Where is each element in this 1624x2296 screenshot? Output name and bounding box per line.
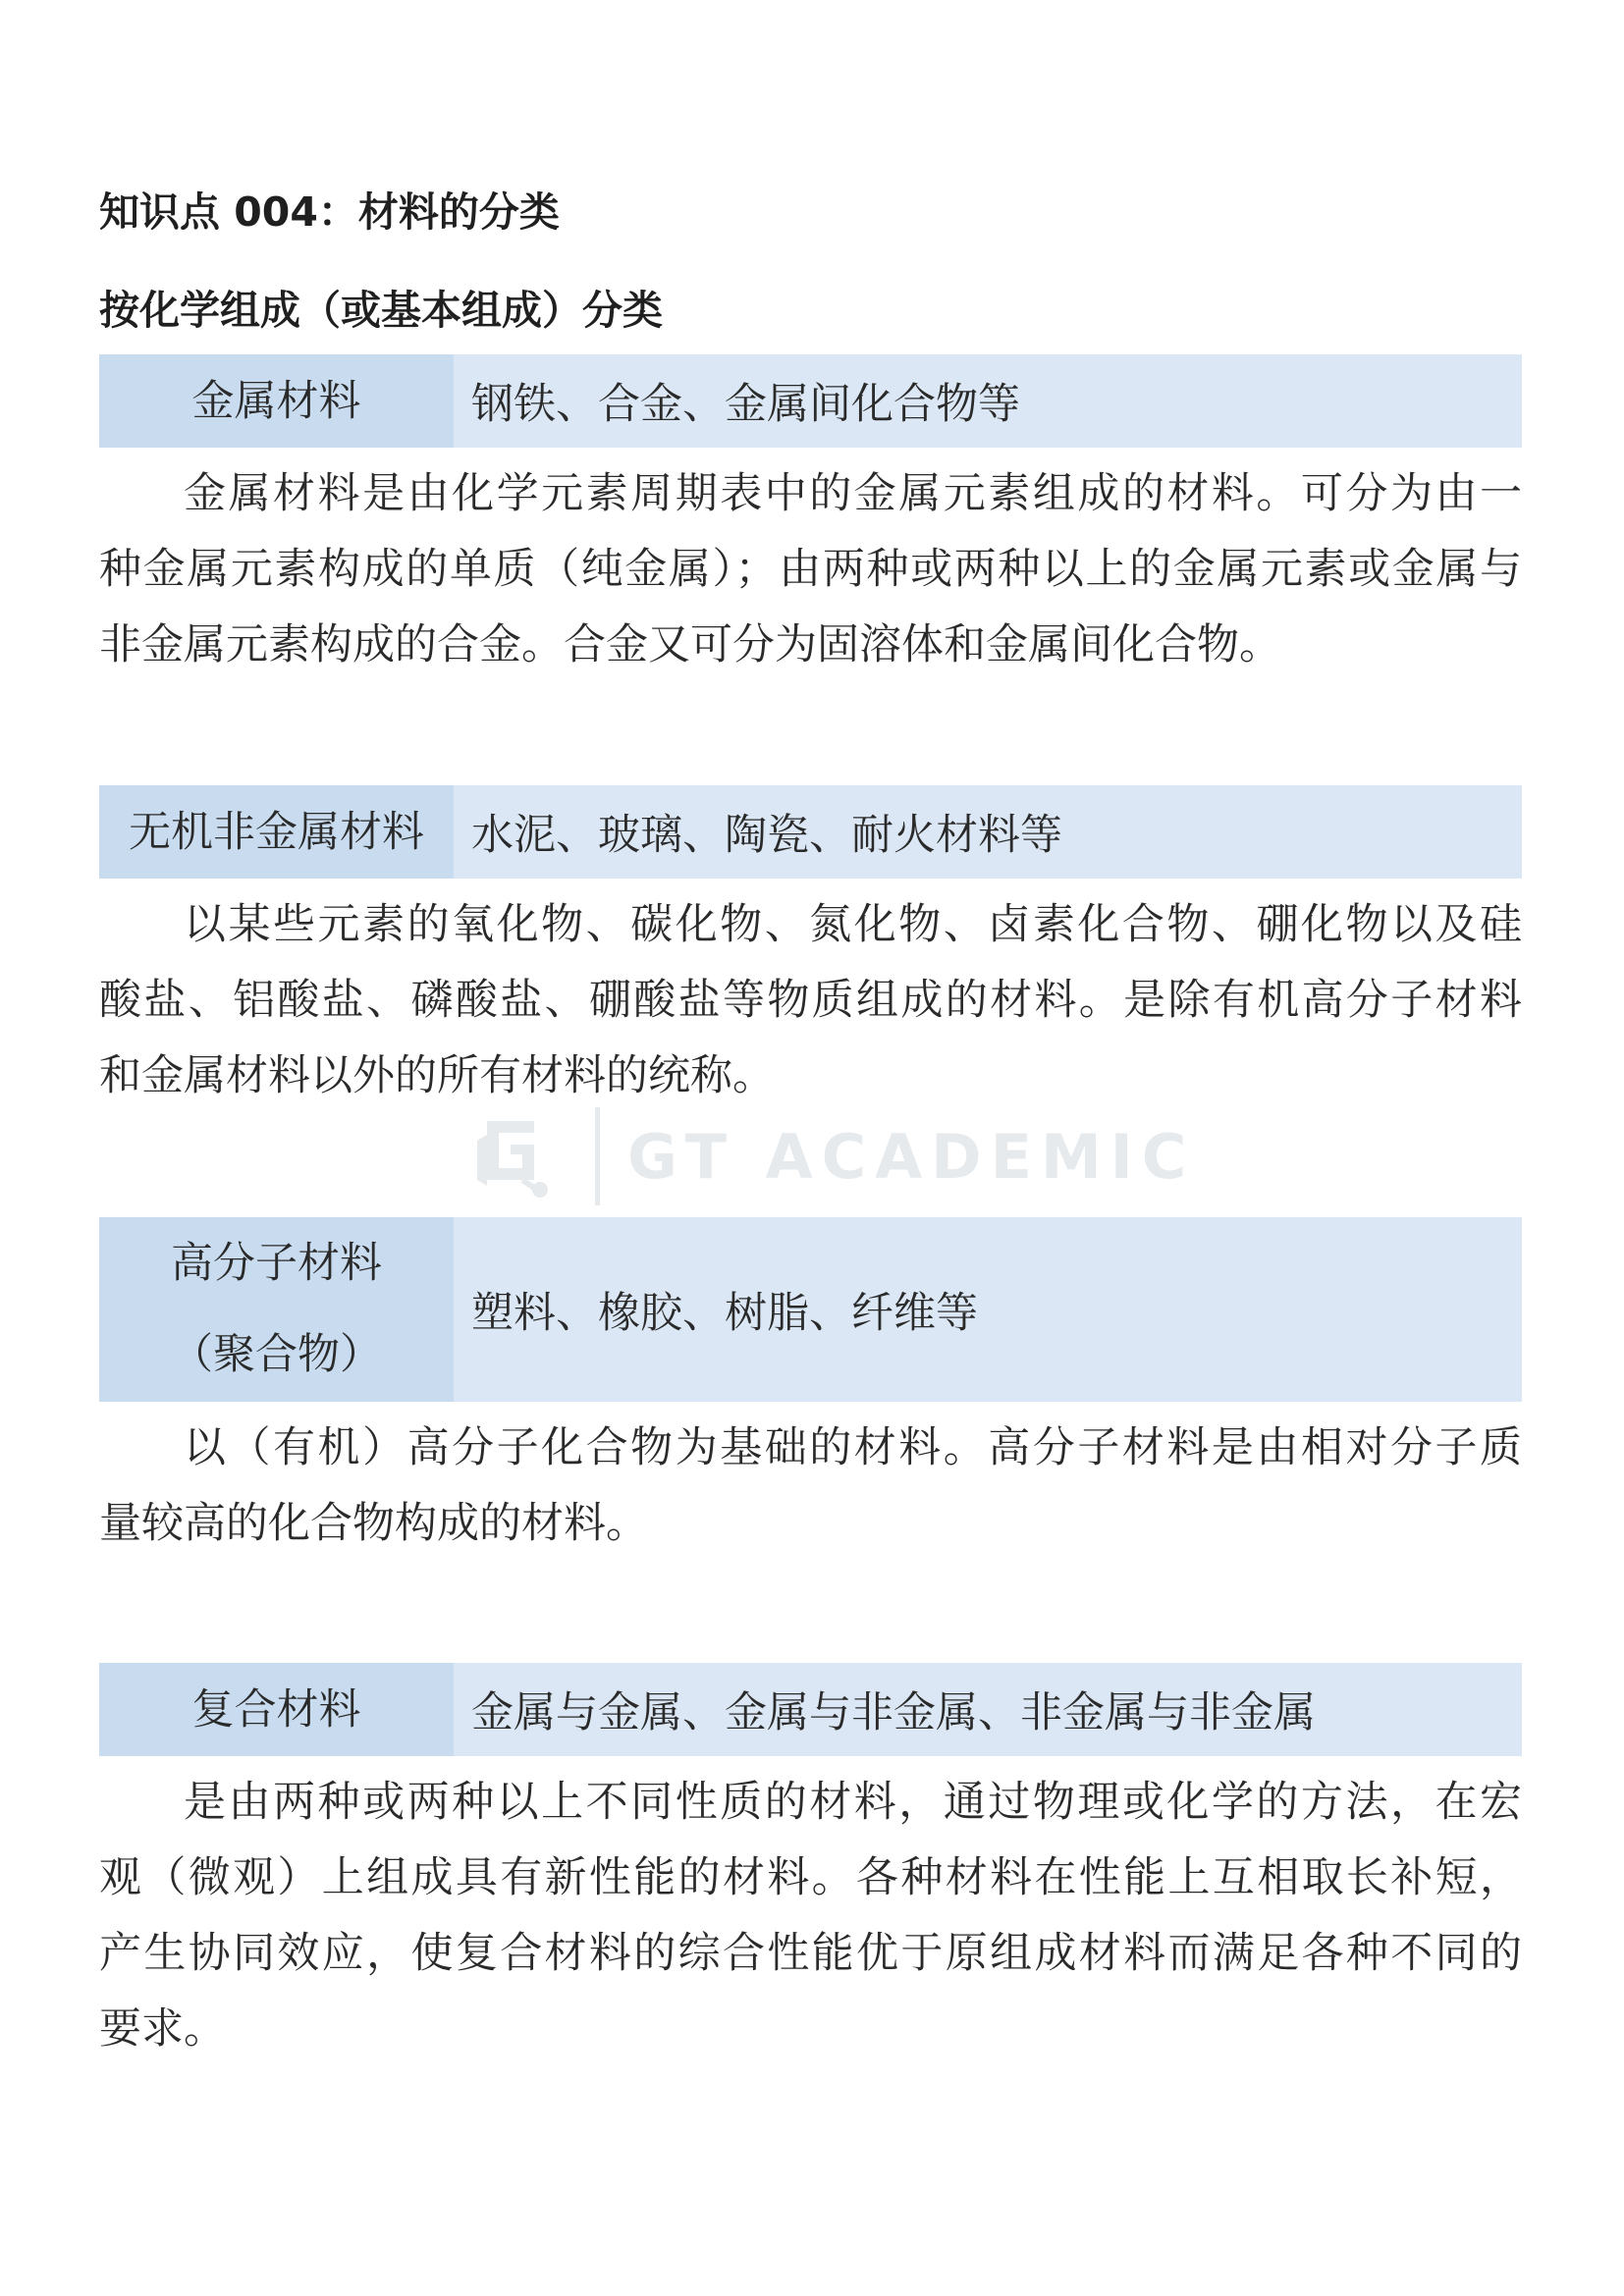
paragraph-line: 是由两种或两种以上不同性质的材料，通过物理或化学的方法，在宏 (184, 1778, 1522, 1827)
watermark-text: GT ACADEMIC (627, 1120, 1196, 1193)
category-composite (99, 1663, 1522, 2067)
watermark (465, 1107, 1195, 1205)
category-header-row (99, 1663, 1522, 1756)
paragraph-line: 种金属元素构成的单质（纯金属）；由两种或两种以上的金属元素或金属与 (99, 545, 1522, 594)
category-header-row (99, 354, 1522, 448)
paragraph-line: 量较高的化合物构成的材料。 (99, 1499, 648, 1548)
category-header-row (99, 1217, 1522, 1402)
category-label: 无机非金属材料 (129, 807, 424, 857)
category-label: 金属材料 (191, 376, 361, 426)
paragraph-line: 酸盐、铝酸盐、磷酸盐、硼酸盐等物质组成的材料。是除有机高分子材料 (99, 976, 1522, 1025)
paragraph-line: 观（微观）上组成具有新性能的材料。各种材料在性能上互相取长补短， (99, 1853, 1522, 1902)
category-metal (99, 354, 1522, 683)
category-inorganic-nonmetal (99, 785, 1522, 1114)
category-label-cell (99, 785, 454, 879)
category-polymer (99, 1217, 1522, 1562)
category-description (99, 448, 1522, 683)
paragraph-line: 非金属元素构成的合金。合金又可分为固溶体和金属间化合物。 (99, 620, 1281, 669)
category-label-cell (99, 354, 454, 448)
category-description (99, 1756, 1522, 2067)
category-label: 复合材料 (191, 1684, 361, 1735)
section-heading: 按化学组成（或基本组成）分类 (99, 287, 663, 334)
paragraph-line: 和金属材料以外的所有材料的统称。 (99, 1051, 775, 1100)
category-label: 高分子材料 (171, 1239, 382, 1288)
paragraph-line: 产生协同效应，使复合材料的综合性能优于原组成材料而满足各种不同的 (99, 1929, 1522, 1978)
category-label-cell (99, 1663, 454, 1756)
paragraph-line: 以（有机）高分子化合物为基础的材料。高分子材料是由相对分子质 (184, 1423, 1522, 1472)
category-description (99, 879, 1522, 1114)
paragraph-line: 要求。 (99, 2004, 226, 2054)
category-label-cell (99, 1217, 454, 1402)
gt-academic-logo-icon (465, 1111, 556, 1201)
page-title: 知识点 004：材料的分类 (99, 188, 560, 236)
category-examples: 钢铁、合金、金属间化合物等 (454, 354, 1522, 448)
category-label-sub: （聚合物） (171, 1330, 382, 1379)
category-examples: 塑料、橡胶、树脂、纤维等 (454, 1217, 1522, 1402)
paragraph-line: 以某些元素的氧化物、碳化物、氮化物、卤素化合物、硼化物以及硅 (184, 900, 1522, 949)
watermark-divider (595, 1107, 600, 1205)
category-examples: 水泥、玻璃、陶瓷、耐火材料等 (454, 785, 1522, 879)
category-header-row (99, 785, 1522, 879)
category-description (99, 1402, 1522, 1562)
category-examples: 金属与金属、金属与非金属、非金属与非金属 (454, 1663, 1522, 1756)
paragraph-line: 金属材料是由化学元素周期表中的金属元素组成的材料。可分为由一 (184, 469, 1522, 518)
